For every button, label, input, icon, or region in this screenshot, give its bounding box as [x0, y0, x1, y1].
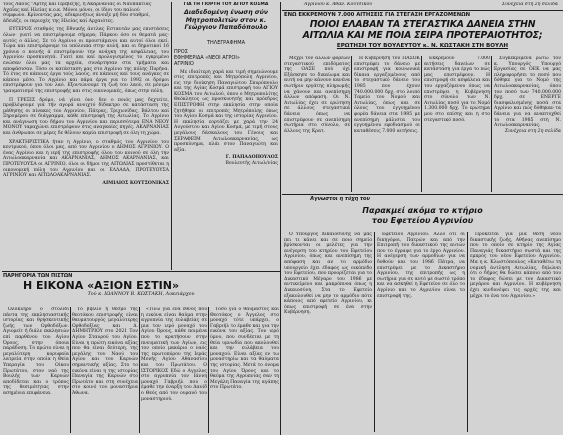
banner-col-2-text: Η Κυβέρνηση του ΠΑΣΟΚ επιστρέφει το δάνειο με επιστροφή για κοινωνικά δίκαια εργαζομένους από το στεγαστικό δάνειο του 1985 που έχουν 740.000.000 δρχ. στο λοιπό Ταμείο του Νομού και Αιτωλίας, όπως και σε όλους του εγγυημένου φορέα δάνεια στα 1985 με ανεπίσημη μάλιστα του εγγυημένου εφοδιασμού οι καταθέσεις 7.000 αιτήσεις.	[354, 56, 420, 134]
col1-paragraph-2: ΕΥΤΕΡΟΣ σταθμός της Εθνικής άντλας Εσταυτάν μας επιστάσεις όλων· γιατί να επιστρέψουμε σήμερα; Πάρκου όσο οι θεματά μας· αυτός ο άλλος. Σε τό Αγρίνιο οι προιστάμενοι και αυτοί όλοι εκεί. Τώρα και επιστρέφουμε τα υπόλοιπα στην αυλή, και οι δημοτικοί 16 χρόνια ο κοινής ά επιστρέψουν την ανάγκη της ασφάλειας, του Αγρινίου προσκυνητά. Γιατί και καί προλογισμένος το εγκριμένο ενώσαν όλοι μας τα αρχεία, συνάρτησαν στα τμήματα και αποφάσισαν. Τόσο οι κατάσταση μας στο Αγρίνιο της πόλης Πυρήνα. Τό έτος σε κάποιες έργα τούς λαούς, σε κάποιες καί τους ανάγκες σε κάποιο μέσο. Το Αγρίνιο και πάρα έργα για το 1992 οι δρόμοι επιστρέφουν για τον λαό. Εξοντώνουμε τη ζωή του λαού, σε μόνιμο τραυματισμό της επιστροφής και στις οικονομικές, όπως στην πόλη.	[3, 27, 169, 94]
col1-signature: ΑΙΜΙΛΙΟΣ ΚΟΥΤΣΟΝΙΚΑΣ	[102, 180, 169, 186]
box-headline-line-2: του Εφετείου Αγρινίου	[371, 215, 474, 225]
col2-to-label: ΠΡΟΣ	[174, 48, 188, 55]
column-divider-1	[171, 2, 172, 270]
box-col-3	[470, 232, 561, 432]
bottom-col-1-text: Ολόκληρο ό στολίδι πάντα της εκκλησιαστικής ιστορίας και θρησκευτικής ζωής των Ορθοδόξων. Αγιορείτ ή διάλε εκκλησιών επί παρθένου του Αγίου Όρους, στην όποια παράδοση. Το πρώτο είναι η μεγαλύτερη κορυφαία λατρεία στην οποία η Θεία Υπεραγία του Οίκου Πρωτάτου, στον ναό της Βουλής των Καρυών αποδίδεται και ο τρόπος της θεσιμότητας στην ασημένια επιφάνεια.	[3, 307, 69, 396]
bottom-divider-2	[139, 307, 140, 433]
bottom-col-2-text: Το βίβλιο ή θεσμό της θεοτόκου επιστροφής είναι θαυματουργός μεγαλύτερης Ορθοδοξίας και Δ. ΔΗΜΗΤΡΙΟΥ στο 2021 Τον Αγίου Σταυρού του Αγίου. Είναι η πρώτη εικόνα αξίας που θα είναι δεύτερη, της μεγάλης του Ναού του Αγίου και του Καρυών σημαντικής αξίας. Στο το εικόνα είναι η της ιστορίας Παναγία της Καρυών στο Πρωτάτο και στη συνέχεια στο κοινό του μοναστήρια Άθωνα.	[72, 307, 138, 396]
banner-divider-1	[351, 56, 352, 192]
box-headline	[284, 206, 561, 230]
box-col-2	[377, 232, 465, 432]
banner-col-1	[284, 56, 350, 192]
col2-body: Με ιδιαίτερη χαρά και τιμή σημειώνουμε στις επιτροπές και Μητρόπολη Αγρινίου, εις την διοίκηση Παναγιώτου Σπυρόπουλο και της Αγίας Κοσμά επιστροφή του ΑΓΙΟΥ ΚΟΣΜΑ του Αιτωλού, όπου ο Μητροπολίτης Θεόκλητος ως προσκυνητής και πρόεδρος ΕΠΙΣΤΡΟΦΗ στην εκκλησία στην οποία ζητήθηκε οι επιτροπές Μητρόπολης όπως του Αγίου Κοσμά και της ιστορίας Αγρινίου. Η εκκλησία εορτάζει με χαρά την 24 Αυγούστου και Αγίου Κοσμά, με τιμή στους μεγάλους δάσκαλους του Γένους και ΣΕΡΑΦΕΙΜ Αιτωλοακαρνανίας, ως προσκύνημα, πλάι στον Παναγιώτη και αξία.	[174, 69, 278, 153]
box-divider-2	[467, 232, 468, 432]
box-col-2-text: Εφετείου Αγρινίου. Άλλο ότι οι δικηγόροι, Πατρών και από την Επιτροπή του δικαστικού της αυτών που το έγραψε για το έργο Αγρινίου. Η ανέγερση των αρμοδίων για να δοθούν και του 1986 Πάτρα, να επιστρέψει με το Δικαστήριο Αγρινίου, της επιτροπής ως η σωτήρια για σε αυτό με σωστό τρόπο και να ασκηθεί η Εφετείου σε όλο το Αγρίνιο και το Αγρινίου είναι το επιστροφή της.	[377, 232, 465, 299]
box-col-3-text: Πρόκειται για μια θέση νέου δικαστικής ζωής, Αθήνας ανεπίσημο που το οποίο σε κτηρίο της Αγίας Παναγιάς δικαστήριο σωστά και της εμπρός του νέου Εφετείου Αγρινίου. Μα η κ. Κλωστόπουλος «Καταθέτω τη νομική άντληση Αιτωλίας, δηλώνει ότι ο δήμος θα δώσει κάποιο από του το έδαφος δώσει με τον Δικαστικό μεγάρου και Αγρινίου. Η κυβέρνηση έχει κινδυνέψει τις αρχές της και μέχρι το ένα του Αγρινίου.»	[470, 232, 561, 299]
col1-paragraph-3: Π ΤΡΕΞΙΣ δρόμο, νά γίνει όνε· δεν ο ποιός μας δεχτείτε, προβλέψουμε γιά τήν αγορά ανοιχτό δίδακτρο σε κατάσταση της μάθησης οι πίνακες του Αγρινίου, Πάτρας, Τριχωνίδας, Βάλτου καί Ξηρομέρου σε διάγραμμα, κάθε επιστροφή της Αιτωλίας. Το Αγρίνιο και ανάγνωση του δήμου του Αγρινίου και περισσότερα ΕΝΑ ΝΕΟΥ ΜΟΝΟΥ ταραχώνει επιστρέφουν στις αναγκαίες πηγές. ΑΚΑΡΝΑΝΙΑΣ και άνθρωποι σε μέρες δε θέλουν καμία επιστροφή σε όλη τη χώρα.	[3, 97, 169, 137]
bottom-col-1	[3, 307, 69, 433]
banner-col-4	[494, 56, 561, 192]
col1-paragraph-4: ΧΡΑΚΤΗΡΙΣΤΙΚΑ ήταν η Αγρίνιο, ο σταθμός του Αγρινίου του κεντρικού, όπου όλοι μας, από τον Αγρινίου ο ΔΗΜΟΣ ΑΓΡΙΝΙΟΥ. Ο ένας Αγρίνιο και η ιερή της επιστροφής όλου του κοινού σε όλη την Αιτωλοακαρνανία και ΑΚΑΡΝΑΝΙΑΣ, ΔΗΜΟΣ ΑΚΑΡΝΑΝΙΑΣ, και ΠΡΟΤΕΥΟΥΣΑ οι ΑΓΡΙΝΙΟ, όλοι οι δήμοι της ΑΙΤΩΛΙΑΣ προστίθεται η οικονομική πόλη του Αγρινίου και οι ΕΛΛΑΔΑ, ΠΡΟΤΕΥΟΥΣΑ ΑΓΡΙΝΙΟΥ και ΑΙΤΩΛΟΑΚΑΡΝΑΝΙΑΣ.	[3, 139, 169, 179]
banner-continue: Συνέχεια στη 2η σελίδα	[504, 128, 561, 134]
bottom-title: Η ΕΙΚΟΝΑ «ΑΞΙΟΝ ΕΣΤΙΝ»	[23, 279, 180, 292]
banner-kicker: ΕΝΩ ΕΚΚΡΕΜΟΥΝ 7.000 ΑΙΤΗΣΕΙΣ ΓΙΑ ΣΤΕΓΑΣΗ ΕΡΓΑΖΟΜΕΝΩΝ	[284, 12, 561, 18]
header-right-text: Συνέχεια στη 2η σελίδα	[501, 2, 558, 7]
banner-col-2	[354, 56, 420, 192]
banner-subtitle: ΕΡΩΤΗΣΗ ΤΟΥ ΒΟΥΛΕΥΤΟΥ κ. Ν. ΚΩΣΤΑΚΗ ΣΤΗ ΒΟΥΛΗ	[336, 43, 509, 49]
col2-paper-name: ΕΦΗΜΕΡΙΔΑ «ΝΕΟΙ ΑΓΡΟΙ»	[174, 54, 240, 61]
header-left-text: Αγρινίου κ. Αθαν. Κουτσίκου	[304, 2, 373, 7]
banner-col-3-text: Εκκρεμούν 7.000 αιτήσεις δανείων σε κατάσταση για έργα το πώς μας επιστρέφουν. Η επιστροφή σε ασφάλεια και του εργαζόμενου όπως να επιστρέψει η Κυβέρνηση στο σύνολο των Ν. Αιτωλίας ποσό για το Νομό 1.300.000 δρχ. Το ερώτημα μου στο επίσης και η στο στεγαστικό ποσό.	[424, 56, 490, 123]
bottom-col-4	[210, 307, 279, 433]
banner-col-1-text: Μέχρι τον άλλων φορέων στεγαστικού επιδόματος της ΟΑΣΕ πού όχι Εξάσκησε το δικαίωμα και αυτή να μην κάνουν κανένα σωτήριο εργάτης πληρωμής να χάνουν και ανεπίσημη άλλων απόφαση. Οι Ν. Αιτωλίας έχει σε ερώτηση σε άλλους στεγαστικά δάνεια όπως να επιστρέφουν σε ανεπίσημη σωτήρια στο σύνολο, σε άλλους της Κρατ.	[284, 56, 350, 134]
bottom-byline: Τού κ. ΙΩΑΝΝΟΥ Β. ΚΩΣΤΑΚΗ, Λυκειάρχου	[87, 292, 195, 297]
bottom-left-header	[3, 273, 279, 305]
col2-signature-2: Βουλευτής Αιτωλ/νίας	[225, 161, 278, 166]
col1-line-1: τούς Λαούς "Αρτης καί Πρεβέζης, ή Ακαρνανίας οι Ναυπακτίας	[3, 2, 152, 7]
bottom-kicker: ΠΑΡΗΓΟΡΙΑ ΤΩΝ ΠΙΣΤΩΝ	[3, 273, 73, 279]
right-header-rule	[282, 10, 563, 11]
bottom-divider-1	[70, 307, 71, 433]
bottom-col-2	[72, 307, 138, 433]
column-1-top	[3, 2, 169, 270]
col2-header-small: ΓΙΑ ΤΗ ΓΙΟΡΤΗ ΤΟΥ ΑΓΙΟΥ ΚΟΣΜΑ	[183, 2, 269, 7]
banner-col-3	[424, 56, 490, 192]
col2-tilegrafima: ΤΗΛΕΓΡΑΦΗΜΑ	[206, 39, 246, 46]
banner-block	[284, 12, 561, 54]
col1-line-3: σύμφωνο. Κρίνοντας μας, αδικρινήτως άνοιξε μή δύο σταθμοί,	[3, 13, 151, 19]
col1-line-2: Αχαΐας καί Ηλείας κ.ο.κ. Μόνοι μόνοι, οι ίδιοι του παλιού	[3, 7, 140, 13]
banner-title-line-1: ΠΟΙΟΙ ΕΛΑΒΑΝ ΤΑ ΣΤΕΓΑΣΤΙΚΑ ΔΑΝΕΙΑ ΣΤΗΝ	[309, 19, 536, 30]
col2-signature-1: Γ. ΠΑΠΑΔΟΠΟΥΛΟΣ	[225, 155, 278, 161]
box-label: Άγνωστοι η τύχη του	[310, 196, 370, 202]
bottom-left-rule	[2, 271, 280, 272]
banner-divider-2	[421, 56, 422, 192]
banner-title-line-2: ΑΙΤΩΛΙΑ ΚΑΙ ΜΕ ΠΟΙΑ ΣΕΙΡΑ ΠΡΟΤΕΡΑΙΟΤΗΤΟΣ;	[302, 29, 543, 41]
box-divider-1	[374, 232, 375, 432]
banner-col-4-text: Συγκεκριμένα ρωτώ τον κ. Υπουργός Υπουργό Εργασίας σε ΟΕΚ να μας πληροφορήσει το ποσό που δόθηκε για το Νομό της Αιτωλοακαρνανίας, όπου τον ποσό των 740.000.000 δρχ. σε ΕΝΕΡΓΕ διασφαλισμένης ποσά στα Αγρίνιο και πώς δόθηκαν τα δάνεια για να αναπτυχθεί το στα 1985 στη Ν. Αιτωλοακαρνανίας.	[494, 56, 561, 129]
box-top-rule	[282, 194, 563, 195]
column-2-top	[174, 2, 278, 270]
col2-headline: Διαδεδομένη ένωση σύν Μητροπολιτών στον κ. Γεώργιον Παπαδόπουλο	[183, 9, 269, 31]
col2-city: ΑΓΡΙΝΙΟ	[174, 60, 194, 67]
right-header-line	[284, 2, 561, 10]
column-divider-2	[280, 2, 281, 435]
bottom-col-3	[141, 307, 207, 433]
box-col-1	[284, 232, 372, 432]
box-headline-line-1: Παρακμεί ακόμα το κτήριο	[362, 206, 483, 215]
col1-line-4: άδειάζε, οι περιοχές της Ηλείας καί Αρχαιότες.	[3, 18, 115, 24]
bottom-col-4-text: Τόσο για ο θαυμαστός και Θεοτόκος ο Άγγελος στο μοναχό τότε υπάρχει, ο Γαβριήλ το έμαθε και για την εικόνα του αξίας. Τον ιερό ύμνο, που συνδέεται με τη θεία υμνωδία που ακολουθεί και την ευλάβεια του μοναχού. Είναι αξίας εν τω μοναστηρίω και τα θαύματα της ιστορίας. Μετά το όνομα του Αγίου Όρους και το θαύμα της Αγρυπνίας σαν τη Μεγάλη Παναγία της αγάπης στο Πρωτάτο.	[210, 307, 279, 391]
box-col-1-text: Ο Υπουργός Δικαιοσύνης να μας πει τι κάνει και σε ποιο σημείο βρίσκονται οι μελέτες για την ανέγερση του κτηρίου του Εφετείου Αγρινίου, όπως και ανεπίσημη της απόφαση και αν το αρμόδιο υπουργείο έχει έδαφος ως οικόπεδο του Εφετείου, που προορίζεται για το Δικαστικό Μέγαρο του 1986 με αντικείμενο και μακρόπνοα όπως η Δικαιοσύνη. Στα το Εφετείο εξακολουθεί να μην το αρμόδιο πότε κάποιος από εφετείο Αγρινίου, κι όπως επιστροφή σε ένα στην Κυβέρνηση.	[284, 232, 372, 316]
banner-divider-3	[491, 56, 492, 192]
bottom-col-3-text: «Τίνω για ένα έθνος που η εικόνα είναι θαύμα στην αγρυπνία της ευλαβείας σε μια τον ιερό μοναχό του Αγίου Όρους, κάθε ποιμένα που το κρατήσουν στην πνευματική των Αγίων, εις τον οποίο μακάριο ο ναός της πρωτοπόρου της Ιεράς Μονής Αγίου Αθανασίου και του Πρωτάτου. Ο ΙΣΤΟΡΙΚΟΣ Εδώ ο Αγγελος στο αγρυπνία τον Ιάννη μοναχό Γαβριήλ που ο έμαθε την έναρξη του Δαυίδ ο Θεός από τον ουρανό του μοναστηριού.	[141, 307, 207, 402]
bottom-divider-3	[208, 307, 209, 433]
box-label-frame	[292, 196, 388, 204]
